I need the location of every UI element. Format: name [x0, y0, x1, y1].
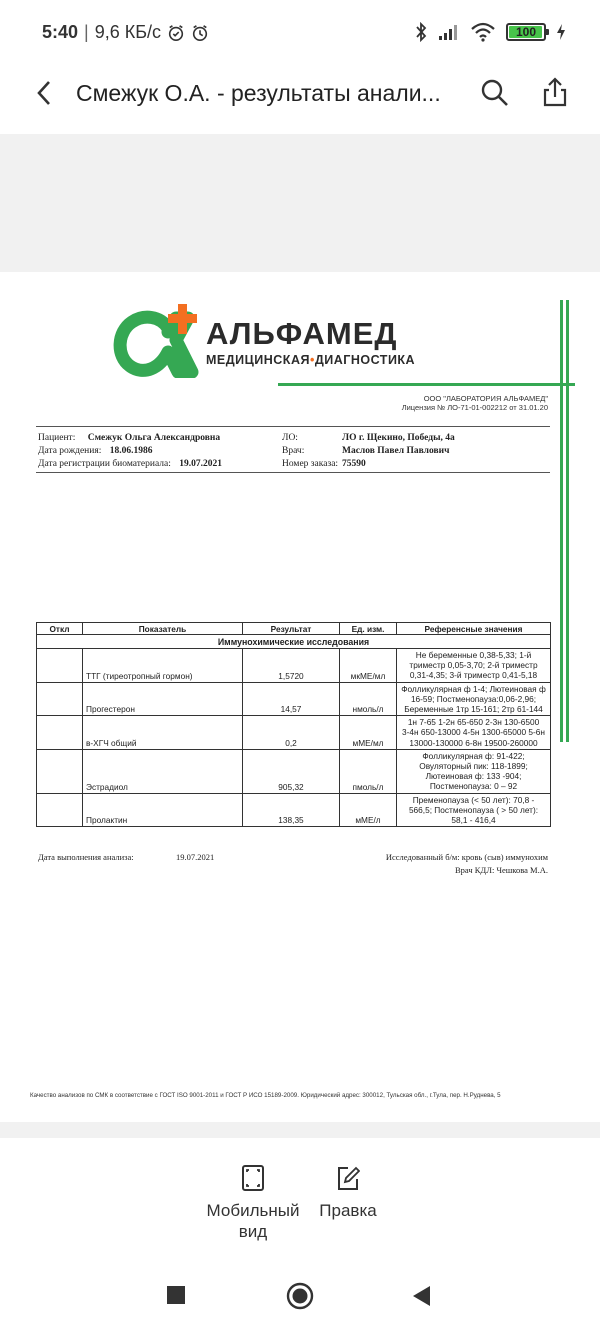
unit-cell: нмоль/л [340, 682, 397, 716]
analysis-date: 19.07.2021 [176, 852, 215, 862]
result-cell: 138,35 [243, 793, 340, 827]
registration-line [38, 459, 222, 469]
table-row [37, 793, 551, 827]
deviation-cell [37, 682, 83, 716]
lab-name: ООО "ЛАБОРАТОРИЯ АЛЬФАМЕД" [423, 394, 548, 403]
reference-line: Беременные 1тр 15-161; 2тр 61-144 [404, 704, 543, 715]
brand-sub-left: МЕДИЦИНСКАЯ [206, 353, 310, 367]
unit-cell: мкМЕ/мл [340, 649, 397, 683]
brand-subtitle [206, 353, 415, 367]
order-label: Номер заказа: [282, 459, 339, 469]
col-reference: Референсные значения [397, 623, 551, 635]
unit-cell: мМЕ/мл [340, 716, 397, 750]
reference-line: Фолликулярная ф 1-4; Лютеиновая ф [401, 683, 546, 694]
green-vertical-line [566, 300, 569, 742]
reference-line: Постменопауза: 0 – 92 [429, 781, 518, 792]
patient-name: Смежук Ольга Александровна [87, 433, 221, 443]
result-cell: 1,5720 [243, 649, 340, 683]
table-row [37, 649, 551, 683]
alarm-check-icon [167, 24, 185, 42]
document-title: Смежук О.А. - результаты анали... [76, 80, 441, 106]
edit-button[interactable] [316, 1164, 380, 1221]
lab-license: Лицензия № ЛО-71-01-002212 от 31.01.20 [401, 403, 548, 412]
mobile-view-label-line1: Мобильный [206, 1201, 300, 1220]
reference-line: 58,1 - 416,4 [451, 815, 496, 826]
result-cell: 0,2 [243, 716, 340, 750]
indicator-cell: ТТГ (тиреотропный гормон) [83, 649, 243, 683]
deviation-cell [37, 793, 83, 827]
bluetooth-icon [414, 22, 428, 42]
header-rule [36, 426, 550, 427]
doctor-value [342, 446, 449, 456]
search-icon[interactable] [480, 78, 510, 108]
reference-line: 566,5; Постменопауза ( > 50 лет): [408, 804, 539, 815]
status-time: 5:40 [42, 22, 79, 42]
brand-name: АЛЬФАМЕД [206, 316, 398, 351]
recent-apps-icon[interactable] [165, 1284, 187, 1306]
cellular-signal-icon [438, 23, 460, 41]
reference-line: 3-4н 650-13000 4-5н 1300-65000 5-6н [402, 727, 545, 738]
bottom-toolbar [0, 1138, 600, 1260]
green-horizontal-line [278, 383, 575, 386]
indicator-cell: Эстрадиол [83, 749, 243, 793]
back-arrow-icon[interactable] [30, 78, 60, 108]
app-bar [0, 66, 600, 134]
result-cell: 14,57 [243, 682, 340, 716]
deviation-cell [37, 716, 83, 750]
registration-label: Дата регистрации биоматериала: [38, 459, 171, 469]
col-indicator: Показатель [83, 623, 243, 635]
reference-line: 16-59; Постменопауза:0,06-2,96; [410, 693, 537, 704]
reference-line: Овуляторный пик: 118-1899; [419, 761, 528, 772]
doctor-name: Маслов Павел Павлович [342, 446, 450, 456]
reference-line: Фолликулярная ф: 91-422; [422, 750, 525, 761]
indicator-cell: Прогестерон [83, 682, 243, 716]
reference-cell [397, 649, 551, 683]
table-header-row [37, 623, 551, 635]
patient-line [38, 433, 220, 443]
lo-label: ЛО: [282, 433, 298, 443]
indicator-cell: Пролактин [83, 793, 243, 827]
results-table [36, 622, 551, 827]
lo-value [342, 433, 455, 443]
document-page [0, 272, 600, 1122]
deviation-cell [37, 649, 83, 683]
green-vertical-line [560, 300, 563, 742]
mobile-view-icon [241, 1164, 265, 1192]
reference-line: Лютеиновая ф: 133 -904; [425, 771, 522, 782]
alarm-clock-icon [191, 24, 209, 42]
wifi-icon [470, 22, 496, 42]
share-icon[interactable] [540, 76, 570, 108]
status-left [42, 22, 209, 43]
home-icon[interactable] [286, 1282, 314, 1310]
col-result: Результат [243, 623, 340, 635]
alfamed-logo-icon [108, 302, 208, 378]
reference-cell [397, 682, 551, 716]
battery-level: 100 [515, 25, 537, 39]
reference-line: 1н 7-65 1-2н 65-650 2-3н 130-6500 [407, 717, 540, 728]
birth-date: 18.06.1986 [109, 446, 153, 456]
status-right [414, 22, 566, 42]
col-deviation: Откл [37, 623, 83, 635]
unit-cell: мМЕ/л [340, 793, 397, 827]
doctor-label: Врач: [282, 446, 305, 456]
unit-cell: пмоль/л [340, 749, 397, 793]
lo-address: ЛО г. Щекино, Победы, 4а [342, 433, 455, 443]
reference-line: Не беременные 0,38-5,33; 1-й [415, 650, 532, 660]
brand-sub-dot: • [309, 353, 315, 367]
order-value [342, 459, 366, 469]
birth-line [38, 446, 153, 456]
charging-bolt-icon [556, 23, 566, 41]
mobile-view-button[interactable] [203, 1164, 303, 1242]
reference-line: 13000-130000 6-8н 19500-260000 [409, 737, 538, 748]
lab-doctor: Врач КДЛ: Чешкова М.А. [454, 865, 548, 875]
result-cell: 905,32 [243, 749, 340, 793]
section-title: Иммунохимические исследования [37, 635, 551, 649]
back-nav-icon[interactable] [410, 1284, 432, 1308]
biomaterial-info: Исследованный б/м: кровь (сыв) иммунохим [385, 852, 548, 862]
status-bar [0, 0, 600, 66]
patient-rule [36, 472, 550, 473]
reference-line: 0,31-4,35; 3-й триместр 0,41-5,18 [409, 670, 538, 681]
status-separator: | [84, 22, 89, 42]
network-speed: 9,6 КБ/с [94, 22, 162, 42]
edit-icon [336, 1164, 360, 1192]
brand-sub-right: ДИАГНОСТИКА [314, 353, 416, 367]
reference-line: триместр 0,05-3,70; 2-й триместр [409, 660, 538, 671]
table-row [37, 749, 551, 793]
table-row [37, 682, 551, 716]
reference-cell [397, 716, 551, 750]
battery-indicator [506, 23, 546, 41]
deviation-cell [37, 749, 83, 793]
document-viewer[interactable] [0, 134, 600, 1138]
mobile-view-label-line2: вид [238, 1222, 268, 1241]
table-row [37, 716, 551, 750]
analysis-date-label: Дата выполнения анализа: [38, 852, 134, 862]
reference-line: Пременопауза (< 50 лет): 70,8 - [412, 794, 535, 805]
system-nav-bar [0, 1260, 600, 1332]
indicator-cell: в-ХГЧ общий [83, 716, 243, 750]
table-section-row [37, 635, 551, 649]
quality-note: Качество анализов по СМК в соответствие с ГОСТ ISO 9001-2011 и ГОСТ Р ИСО 15189-2009. Юридический адрес: 300012, Тульская обл., г.Тула, пер. Н.Руднева, 5 [30, 1092, 501, 1099]
patient-label: Пациент: [38, 433, 76, 443]
birth-label: Дата рождения: [38, 446, 102, 456]
col-unit: Ед. изм. [340, 623, 397, 635]
edit-label: Правка [319, 1201, 377, 1220]
reference-cell [397, 749, 551, 793]
reference-cell [397, 793, 551, 827]
order-number: 75590 [342, 459, 366, 469]
registration-date: 19.07.2021 [179, 459, 222, 469]
